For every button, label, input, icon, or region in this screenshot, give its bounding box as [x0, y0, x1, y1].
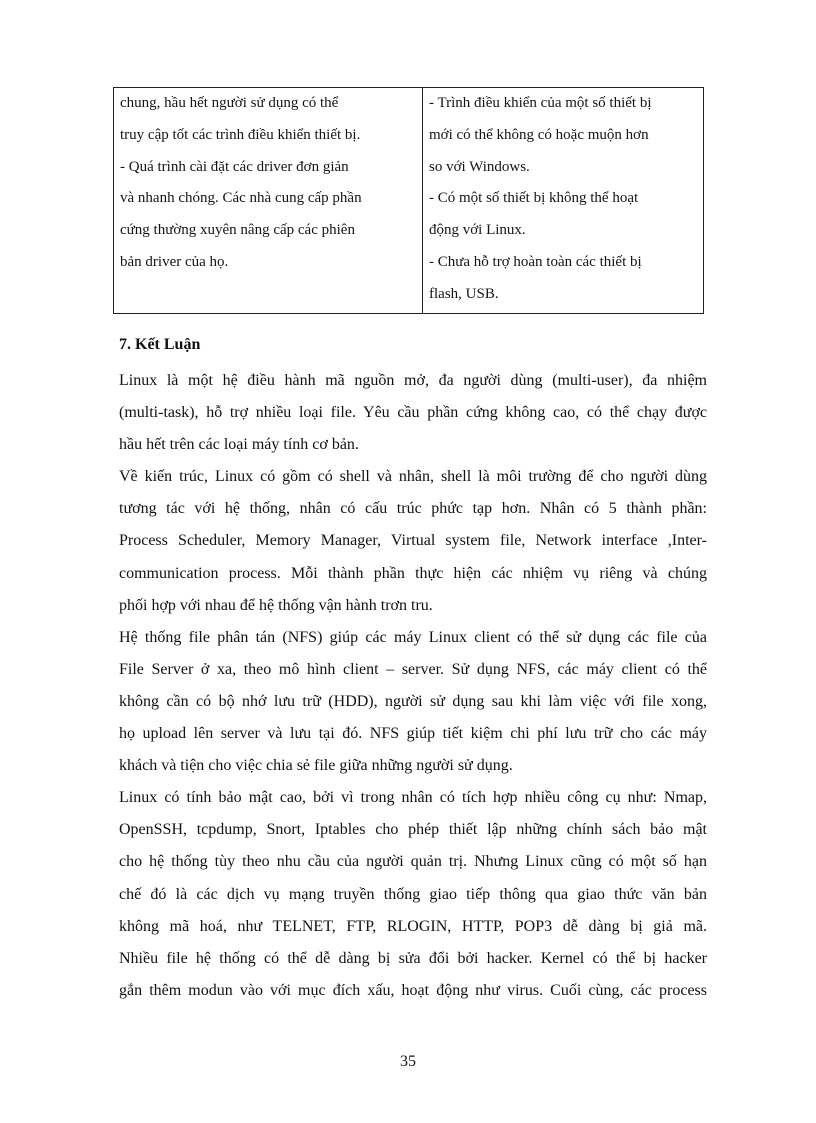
table-cell-line: - Chưa hỗ trợ hoàn toàn các thiết bị — [429, 253, 642, 270]
paragraph — [119, 622, 707, 782]
table-cell-line: động với Linux. — [429, 222, 526, 239]
table-cell-line: và nhanh chóng. Các nhà cung cấp phần — [120, 190, 362, 207]
paragraph — [119, 461, 707, 621]
table-cell-line: - Có một số thiết bị không thể hoạt — [429, 190, 639, 207]
paragraph-line: Linux có tính bảo mật cao, bởi vì trong nhân có tích hợp nhiều công cụ như: Nmap, — [119, 789, 707, 807]
table-cell-right — [423, 88, 704, 314]
page-number: 35 — [400, 1053, 416, 1070]
table-cell-line: cứng thường xuyên nâng cấp các phiên — [120, 222, 355, 239]
table-cell-line: - Quá trình cài đặt các driver đơn giản — [120, 158, 349, 175]
paragraph-line: gắn thêm modun vào với mục đích xấu, hoạt động như virus. Cuối cùng, các process — [119, 981, 707, 999]
paragraph-line: Hệ thống file phân tán (NFS) giúp các máy Linux client có thể sử dụng các file của — [119, 628, 707, 646]
paragraph-line: cho hệ thống tùy theo nhu cầu của người quản trị. Nhưng Linux cũng có một số hạn — [119, 853, 707, 871]
paragraph-line: Process Scheduler, Memory Manager, Virtual system file, Network interface ,Inter- — [119, 532, 707, 550]
paragraph-line: không mã hoá, như TELNET, FTP, RLOGIN, HTTP, POP3 dễ dàng bị giả mã. — [119, 917, 707, 935]
paragraph — [119, 365, 707, 461]
section-body — [119, 365, 707, 1007]
table-cell-line: flash, USB. — [429, 285, 499, 302]
table-row — [114, 88, 704, 314]
table-cell-line: truy cập tốt các trình điều khiển thiết bị. — [120, 126, 361, 143]
paragraph-line: Về kiến trúc, Linux có gồm có shell và nhân, shell là môi trường để cho người dùng — [119, 468, 707, 486]
paragraph-line: chế đó là các dịch vụ mạng truyền thống giao tiếp thông qua giao thức văn bản — [119, 885, 707, 903]
paragraph-line: Nhiều file hệ thống có thể dễ dàng bị sửa đổi bởi hacker. Kernel có thể bị hacker — [119, 949, 707, 967]
section-heading: 7. Kết Luận — [119, 336, 201, 353]
paragraph-line: File Server ở xa, theo mô hình client – server. Sử dụng NFS, các máy client có thể — [119, 660, 707, 678]
paragraph-line: (multi-task), hỗ trợ nhiều loại file. Yêu cầu phần cứng không cao, có thể chạy được — [119, 404, 707, 422]
comparison-table — [113, 87, 704, 314]
paragraph-line: communication process. Mỗi thành phần thực hiện các nhiệm vụ riêng và chúng — [119, 564, 707, 582]
paragraph — [119, 782, 707, 1007]
paragraph-line: tương tác với hệ thống, nhân có cấu trúc phức tạp hơn. Nhân có 5 thành phần: — [119, 500, 707, 518]
table-cell-left — [114, 88, 423, 314]
paragraph-line: khách và tiện cho việc chia sẻ file giữa những người sử dụng. — [119, 757, 513, 775]
paragraph-line: phối hợp với nhau để hệ thống vận hành trơn tru. — [119, 596, 433, 614]
paragraph-line: hầu hết trên các loại máy tính cơ bản. — [119, 436, 359, 454]
table-cell-line: chung, hầu hết người sử dụng có thể — [120, 95, 339, 111]
paragraph-line: họ upload lên server và lưu tại đó. NFS giúp tiết kiệm chi phí lưu trữ cho các máy — [119, 725, 707, 743]
table-cell-line: so với Windows. — [429, 158, 530, 175]
cell-text-left — [120, 88, 416, 281]
cell-text-right — [429, 88, 697, 313]
table-cell-line: mới có thể không có hoặc muộn hơn — [429, 126, 649, 143]
paragraph-line: OpenSSH, tcpdump, Snort, Iptables cho phép thiết lập những chính sách bảo mật — [119, 821, 707, 839]
table-cell-line: - Trình điều khiển của một số thiết bị — [429, 95, 652, 111]
paragraph-line: không cần có bộ nhớ lưu trữ (HDD), người sử dụng sau khi làm việc với file xong, — [119, 692, 707, 710]
table-cell-line: bản driver của họ. — [120, 253, 229, 270]
paragraph-line: Linux là một hệ điều hành mã nguồn mở, đa người dùng (multi-user), đa nhiệm — [119, 372, 707, 389]
